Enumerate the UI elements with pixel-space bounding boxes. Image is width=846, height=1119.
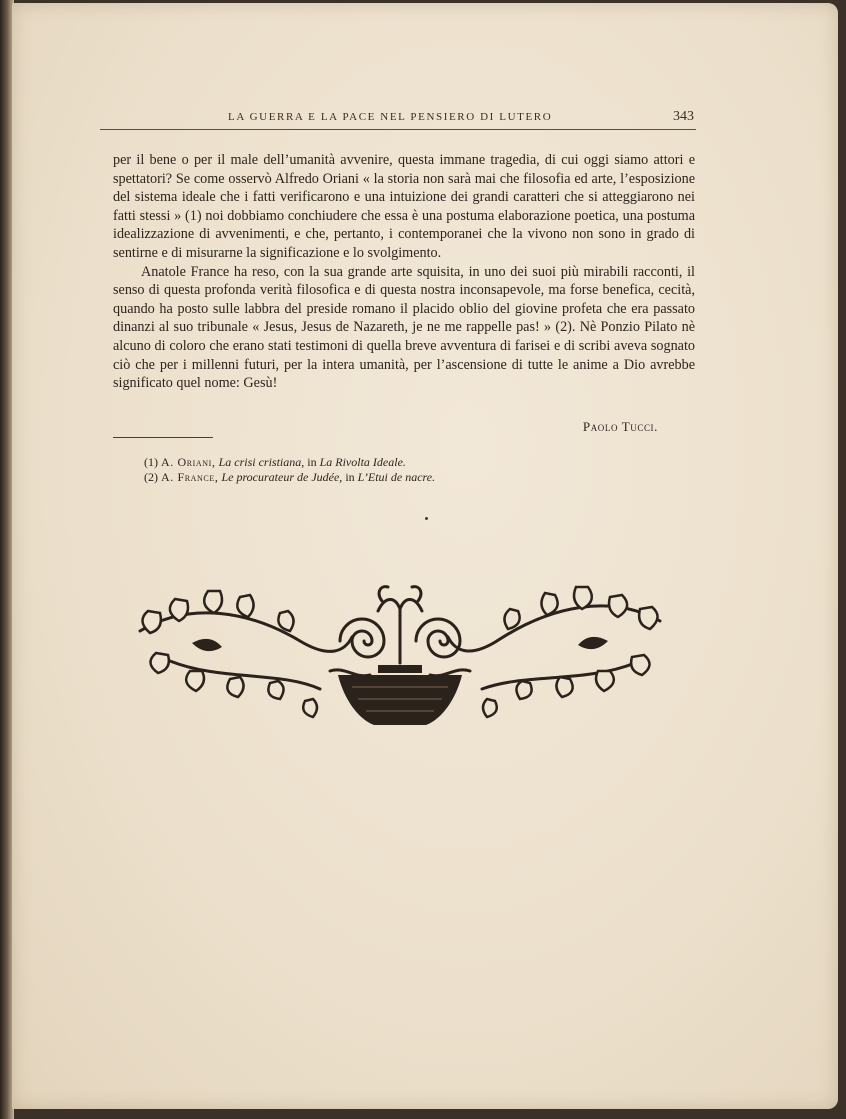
article-body — [113, 151, 695, 393]
footnote — [144, 455, 664, 470]
footnote-title: Le procurateur de Judée, — [221, 470, 343, 484]
running-title: LA GUERRA E LA PACE NEL PENSIERO DI LUTERO — [228, 111, 553, 123]
vase-vine-ornament-icon — [130, 571, 670, 731]
page-number: 343 — [673, 109, 694, 124]
footnote-source: La Rivolta Ideale. — [319, 455, 406, 469]
footnote-author: A. Oriani, — [161, 455, 216, 469]
printer-dot — [425, 517, 428, 520]
footnote-divider — [113, 437, 213, 438]
footnote-source: L’Etui de nacre. — [357, 470, 436, 484]
footnote-connector: in — [304, 455, 320, 469]
paragraph: per il bene o per il male dell’umanità avvenire, questa immane tragedia, di cui oggi siamo attori e spettatori? Se come osservò Alfredo Oriani « la storia non sarà mai che filosofia ed arte, l’esposizione del sistema ideale che i fatti verificarono e una intuizione dei grandi caratteri che si atteggiarono nei fatti stessi » (1) noi dobbiamo conchiudere che essa è una postuma elaborazione poetica, una postuma idealizzazione di avvenimenti, e che, pertanto, i contemporanei che la vivono non sono in grado di sentirne e di misurarne la significazione e lo svolgimento. — [113, 152, 695, 261]
footnote-marker: (2) — [144, 470, 158, 484]
author-signature: Paolo Tucci. — [582, 419, 658, 434]
footnote — [144, 470, 664, 485]
book-page — [12, 3, 838, 1109]
footnote-marker: (1) — [144, 455, 158, 469]
paragraph: Anatole France ha reso, con la sua grande arte squisita, in uno dei suoi più mirabili racconti, il senso di questa profonda verità filosofica e di questa nostra inconsapevole, ma forse benefica, cecità, quando ha posto sulle labbra del preside romano il placido oblio del giovine profeta che era passato dinanzi al suo tribunale « Jesus, Jesus de Nazareth, je ne me rappelle pas! » (2). Nè Ponzio Pilato nè alcuno di coloro che erano stati testimoni di quella breve avventura di farisei e di scribi aveva sognato ciò che per i millenni futuri, per la intera umanità, per l’ascensione di tutte le anime a Dio avrebbe significato quel nome: Gesù! — [113, 263, 695, 392]
footnote-title: La crisi cristiana, — [218, 455, 305, 469]
footnote-connector: in — [342, 470, 358, 484]
footnotes — [144, 455, 664, 485]
footnote-author: A. France, — [161, 470, 219, 484]
running-head — [100, 109, 696, 130]
